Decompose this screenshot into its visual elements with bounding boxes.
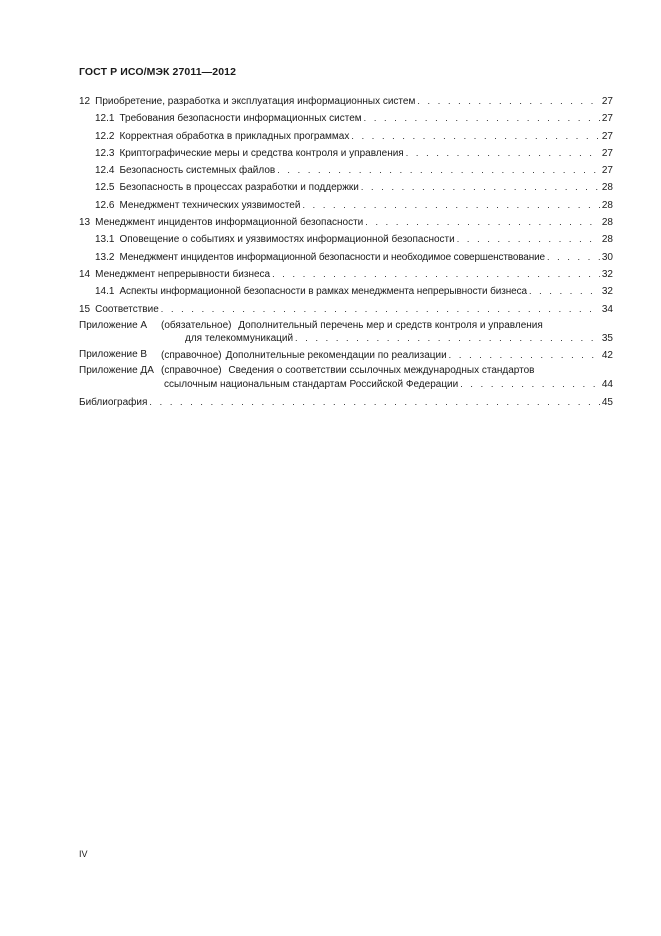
toc-entry-12-1[interactable] bbox=[79, 110, 613, 127]
dot-leader bbox=[460, 378, 600, 391]
toc-entry-12-3[interactable] bbox=[79, 145, 613, 162]
dot-leader bbox=[406, 145, 600, 162]
dot-leader bbox=[295, 332, 600, 345]
toc-entry-number: 13.2 bbox=[95, 251, 115, 263]
toc-entry-12[interactable] bbox=[79, 93, 613, 110]
toc-entry-title: Менеджмент технических уязвимостей bbox=[119, 199, 301, 211]
toc-entry-page: 28 bbox=[601, 234, 613, 246]
toc-entry-number: 13 bbox=[79, 217, 91, 229]
dot-leader bbox=[302, 197, 599, 214]
toc-entry-title: Безопасность системных файлов bbox=[119, 165, 276, 177]
toc-entry-number: 12.5 bbox=[95, 182, 115, 194]
toc-entry-page: 27 bbox=[601, 130, 613, 142]
toc-entry-bibliography[interactable] bbox=[79, 394, 613, 411]
dot-leader bbox=[364, 110, 600, 127]
toc-entry-page: 27 bbox=[601, 113, 613, 125]
toc-entry-title: Безопасность в процессах разработки и поддержки bbox=[119, 182, 359, 194]
annex-title-line1: Сведения о соответствии ссылочных международных стандартов bbox=[228, 365, 535, 377]
dot-leader bbox=[365, 214, 600, 231]
toc-entry-15[interactable] bbox=[79, 301, 613, 318]
document-header: ГОСТ Р ИСО/МЭК 27011—2012 bbox=[79, 66, 237, 78]
toc-entry-page: 30 bbox=[601, 251, 613, 263]
toc-entry-number: 14.1 bbox=[95, 286, 115, 298]
toc-entry-page: 27 bbox=[601, 96, 613, 107]
toc-entry-number: 12.6 bbox=[95, 199, 115, 211]
toc-annex-a[interactable] bbox=[79, 320, 613, 346]
toc-entry-page: 35 bbox=[601, 333, 613, 345]
toc-entry-page: 28 bbox=[601, 217, 613, 229]
dot-leader bbox=[449, 349, 600, 362]
dot-leader bbox=[149, 394, 599, 411]
toc-entry-12-5[interactable] bbox=[79, 179, 613, 196]
toc-entry-title: Оповещение о событиях и уязвимостях информационной безопасности bbox=[119, 234, 455, 246]
dot-leader bbox=[351, 128, 600, 145]
toc-entry-title: Менеджмент непрерывности бизнеса bbox=[95, 268, 271, 280]
toc-entry-number: 12 bbox=[79, 96, 91, 107]
annex-label: Приложение ДА bbox=[79, 365, 154, 377]
dot-leader bbox=[457, 231, 600, 248]
toc-entry-title: Аспекты информационной безопасности в рамках менеджмента непрерывности бизнеса bbox=[119, 286, 527, 298]
toc-entry-title: Корректная обработка в прикладных программах bbox=[119, 130, 350, 142]
annex-title-line2: для телекоммуникаций bbox=[185, 333, 294, 345]
toc-entry-title: Библиография bbox=[79, 397, 148, 409]
toc-entry-page: 32 bbox=[601, 286, 613, 298]
toc-entry-12-4[interactable] bbox=[79, 162, 613, 179]
toc-entry-13-1[interactable] bbox=[79, 231, 613, 248]
annex-kind: (справочное) bbox=[161, 365, 222, 377]
toc-entry-number: 14 bbox=[79, 268, 91, 280]
toc-annex-da[interactable] bbox=[79, 365, 613, 391]
toc-entry-page: 42 bbox=[601, 349, 613, 361]
annex-kind: (обязательное) bbox=[161, 319, 232, 331]
annex-title-line2: ссылочным национальным стандартам Российской Федерации bbox=[164, 378, 459, 390]
dot-leader bbox=[417, 93, 600, 110]
toc-entry-number: 12.1 bbox=[95, 113, 115, 125]
toc-entry-title: Требования безопасности информационных систем bbox=[119, 113, 362, 125]
toc-entry-page: 44 bbox=[601, 378, 613, 390]
toc-entry-number: 12.3 bbox=[95, 147, 115, 159]
dot-leader bbox=[547, 249, 600, 266]
annex-label: Приложение В bbox=[79, 348, 148, 360]
annex-title-line1: Дополнительные рекомендации по реализации bbox=[225, 349, 447, 361]
toc-entry-number: 13.1 bbox=[95, 234, 115, 246]
annex-label: Приложение А bbox=[79, 319, 148, 331]
toc-entry-page: 32 bbox=[601, 268, 613, 280]
toc-entry-page: 27 bbox=[601, 147, 613, 159]
dot-leader bbox=[361, 179, 600, 196]
toc-entry-14[interactable] bbox=[79, 266, 613, 283]
toc-entry-number: 15 bbox=[79, 303, 91, 315]
toc-entry-13[interactable] bbox=[79, 214, 613, 231]
toc-entry-number: 12.4 bbox=[95, 165, 115, 177]
toc-entry-title: Криптографические меры и средства контроля и управления bbox=[119, 147, 404, 159]
annex-title-line1: Дополнительный перечень мер и средств контроля и управления bbox=[238, 319, 543, 331]
toc-entry-page: 27 bbox=[601, 165, 613, 177]
annex-kind: (справочное) bbox=[161, 349, 222, 361]
toc-entry-page: 34 bbox=[601, 303, 613, 315]
toc-entry-14-1[interactable] bbox=[79, 283, 613, 300]
toc-entry-12-2[interactable] bbox=[79, 128, 613, 145]
dot-leader bbox=[529, 283, 600, 300]
dot-leader bbox=[277, 162, 600, 179]
page-number: IV bbox=[79, 849, 88, 859]
toc-entry-title: Менеджмент инцидентов информационной безопасности bbox=[95, 217, 364, 229]
toc-entry-title: Менеджмент инцидентов информационной безопасности и необходимое совершенствование bbox=[119, 251, 545, 263]
toc-entry-13-2[interactable] bbox=[79, 249, 613, 266]
toc-annex-b[interactable] bbox=[79, 349, 613, 363]
toc-entry-number: 12.2 bbox=[95, 130, 115, 142]
toc-entry-page: 28 bbox=[601, 199, 613, 211]
dot-leader bbox=[272, 266, 600, 283]
toc-entry-page: 45 bbox=[601, 397, 613, 409]
toc-entry-title: Соответствие bbox=[95, 303, 159, 315]
table-of-contents bbox=[79, 93, 613, 412]
toc-entry-12-6[interactable] bbox=[79, 197, 613, 214]
toc-entry-title: Приобретение, разработка и эксплуатация информационных систем bbox=[95, 96, 416, 107]
dot-leader bbox=[161, 301, 600, 318]
toc-entry-page: 28 bbox=[601, 182, 613, 194]
